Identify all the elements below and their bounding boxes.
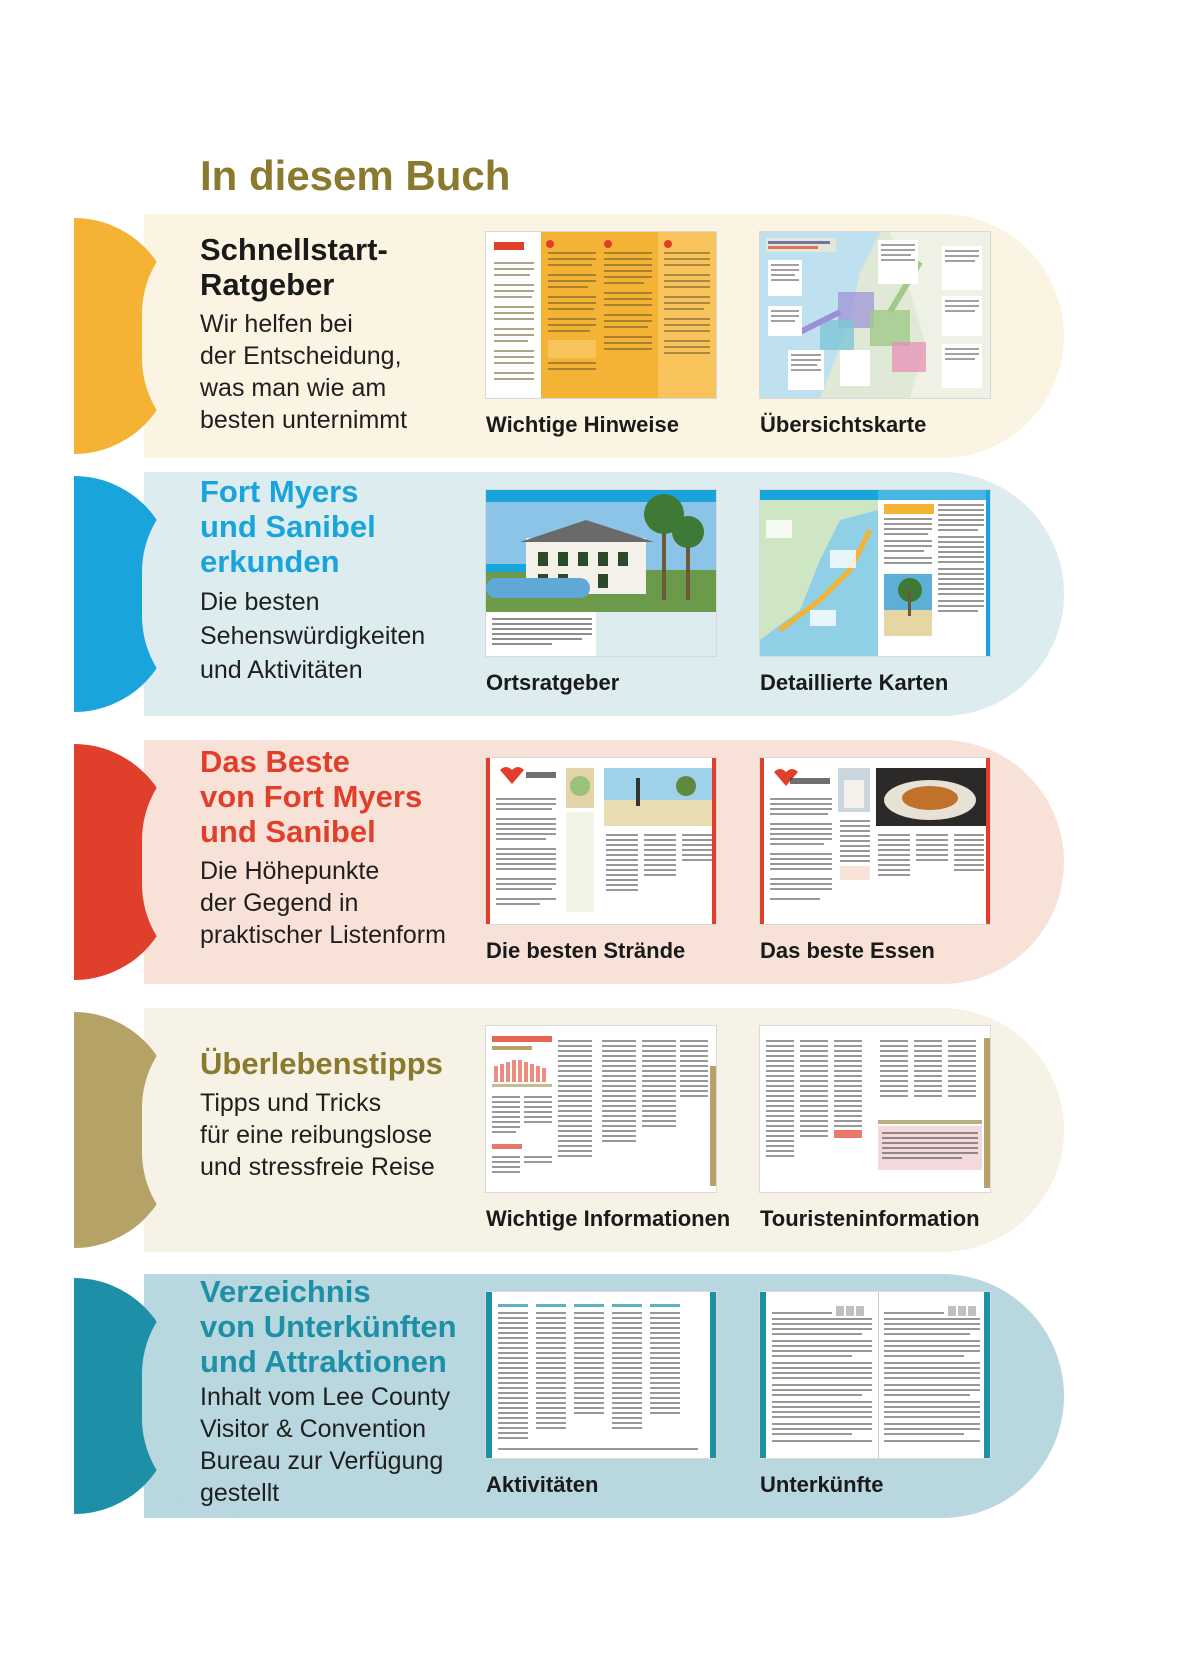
page-thumbnail-wichtige-informationen [486, 1026, 716, 1192]
section-heading [200, 1274, 520, 1379]
section-text [200, 1046, 500, 1183]
description-line: Die besten [200, 588, 320, 616]
section-verzeichnis [74, 1274, 1064, 1518]
description-line: für eine reibungslose [200, 1121, 433, 1149]
description-line: Sehenswürdigkeiten [200, 622, 426, 650]
description-line: Bureau zur Verfügung [200, 1447, 444, 1475]
page-thumbnail-unterkuenfte [760, 1292, 990, 1458]
section-description [200, 585, 500, 687]
description-line: besten unternimmt [200, 406, 408, 434]
section-heading [200, 474, 500, 579]
description-line: praktischer Listenform [200, 921, 446, 949]
thumbnail-caption: Wichtige Informationen [486, 1206, 731, 1231]
section-heading [200, 232, 500, 302]
thumbnail-caption: Das beste Essen [760, 938, 935, 963]
page-thumbnail-ortsratgeber [486, 490, 716, 656]
section-schnellstart [74, 214, 1064, 458]
description-line: gestellt [200, 1479, 280, 1507]
section-text [200, 474, 500, 687]
page-title: In diesem Buch [200, 152, 511, 199]
section-erkunden [74, 472, 1064, 716]
page-thumbnail-touristeninformation [760, 1026, 990, 1192]
thumbnail-caption: Unterkünfte [760, 1472, 884, 1497]
section-heading [200, 1046, 500, 1081]
section-text [200, 744, 500, 951]
description-line: was man wie am [200, 374, 387, 402]
page-thumbnail-das-beste-essen [760, 758, 990, 924]
description-line: und Aktivitäten [200, 656, 363, 684]
section-ueberlebenstipps [74, 1008, 1064, 1252]
heading-line: Fort Myers [200, 474, 359, 509]
description-line: der Entscheidung, [200, 342, 402, 370]
section-description [200, 308, 500, 436]
thumbnail-caption: Die besten Strände [486, 938, 686, 963]
section-text [200, 1274, 520, 1509]
section-das-beste [74, 740, 1064, 984]
heading-line: von Fort Myers [200, 779, 423, 814]
description-line: und stressfreie Reise [200, 1153, 435, 1181]
description-line: der Gegend in [200, 889, 359, 917]
section-description [200, 855, 500, 951]
heading-line: Überlebenstipps [200, 1046, 443, 1081]
thumbnail-caption: Ortsratgeber [486, 670, 620, 695]
thumbnail-caption: Aktivitäten [486, 1472, 599, 1497]
description-line: Inhalt vom Lee County [200, 1383, 451, 1411]
description-line: Wir helfen bei [200, 310, 353, 338]
description-line: Tipps und Tricks [200, 1089, 382, 1117]
heading-line: Schnellstart- [200, 232, 388, 267]
section-heading [200, 744, 500, 849]
page-thumbnail-uebersichtskarte [760, 232, 990, 398]
heading-line: Ratgeber [200, 267, 335, 302]
heading-line: und Sanibel [200, 509, 376, 544]
page-thumbnail-aktivitaeten [486, 1292, 716, 1458]
page-thumbnail-wichtige-hinweise [486, 232, 716, 398]
page-thumbnail-die-besten-straende [486, 758, 716, 924]
section-description [200, 1087, 500, 1183]
section-description [200, 1381, 520, 1509]
section-text [200, 232, 500, 436]
heading-line: von Unterkünften [200, 1309, 457, 1344]
heading-line: erkunden [200, 544, 340, 579]
heading-line: Das Beste [200, 744, 350, 779]
description-line: Die Höhepunkte [200, 857, 380, 885]
description-line: Visitor & Convention [200, 1415, 427, 1443]
heading-line: Verzeichnis [200, 1274, 371, 1309]
thumbnail-caption: Übersichtskarte [760, 412, 927, 437]
heading-line: und Sanibel [200, 814, 376, 849]
thumbnail-caption: Wichtige Hinweise [486, 412, 679, 437]
page-thumbnail-detaillierte-karten [760, 490, 990, 656]
thumbnail-caption: Detaillierte Karten [760, 670, 949, 695]
heading-line: und Attraktionen [200, 1344, 447, 1379]
thumbnail-caption: Touristeninformation [760, 1206, 980, 1231]
